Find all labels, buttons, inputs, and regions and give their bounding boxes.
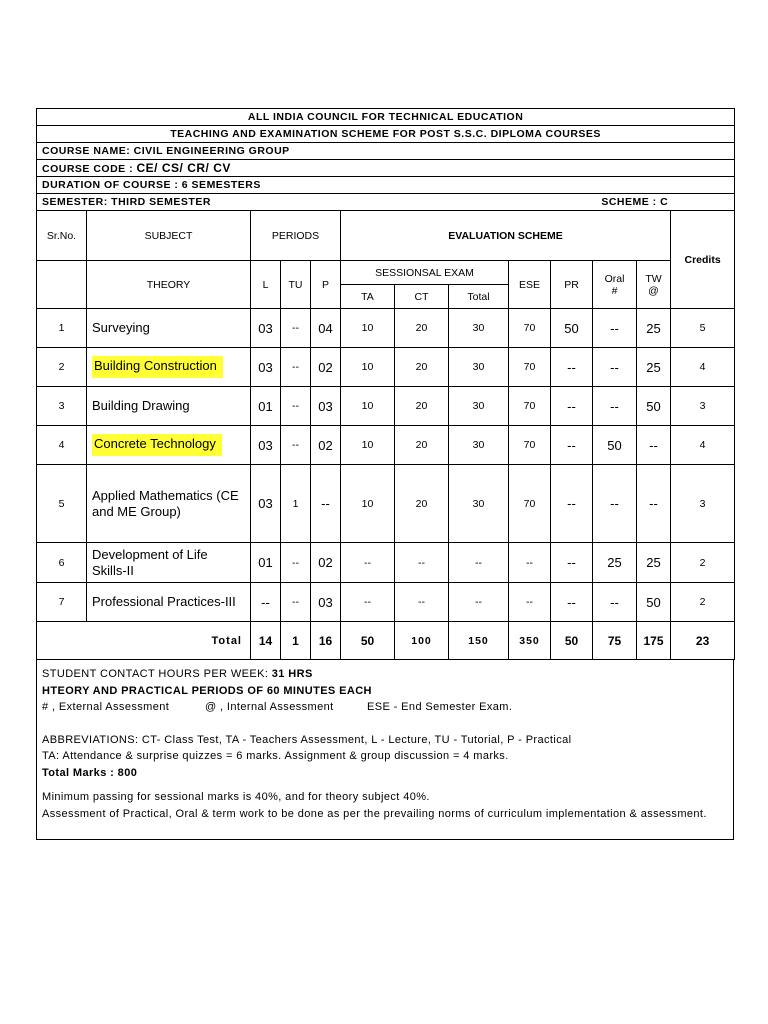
ese-cell: -- (509, 543, 551, 583)
pr-cell: -- (551, 387, 593, 426)
ta-cell: 10 (341, 426, 395, 465)
ese-cell: 70 (509, 348, 551, 387)
contact-hours (42, 666, 733, 683)
col-theory: THEORY (87, 261, 251, 309)
col-pr: PR (551, 261, 593, 309)
col-tw-mark: @ (648, 284, 659, 297)
subject-name: Concrete Technology (92, 434, 222, 456)
subject-name: Building Construction (92, 356, 223, 378)
subject-cell (87, 426, 251, 465)
sr-no-cell: 7 (37, 583, 87, 622)
table-row (37, 543, 735, 583)
table-row (37, 348, 735, 387)
ct-cell: -- (395, 543, 449, 583)
contact-hours-value: 31 HRS (271, 668, 313, 680)
oral-cell: 25 (593, 543, 637, 583)
total-tu: 1 (281, 622, 311, 660)
course-name: COURSE NAME: CIVIL ENGINEERING GROUP (37, 143, 735, 160)
practical-cell: 03 (311, 387, 341, 426)
tw-cell: 50 (637, 387, 671, 426)
subject-name: Professional Practices-III (92, 594, 236, 609)
ta-cell: 10 (341, 387, 395, 426)
ta-cell: 10 (341, 309, 395, 348)
total-total: 150 (449, 622, 509, 660)
sr-no-cell: 6 (37, 543, 87, 583)
assessment-rule: Assessment of Practical, Oral & term work to be done as per the prevailing norms of curriculum implementation & assessment. (42, 807, 707, 820)
sr-no-cell: 3 (37, 387, 87, 426)
assessment-key (42, 699, 733, 716)
total-ct: 100 (395, 622, 449, 660)
sr-no-cell: 5 (37, 465, 87, 543)
total-marks: Total Marks : 800 (42, 766, 138, 779)
sessional-total-cell: 30 (449, 426, 509, 465)
lecture-cell: 03 (251, 348, 281, 387)
sr-no-cell: 4 (37, 426, 87, 465)
tw-cell: 50 (637, 583, 671, 622)
tutorial-cell: -- (281, 543, 311, 583)
scheme-document (36, 108, 734, 840)
tutorial-cell: -- (281, 426, 311, 465)
tutorial-cell: -- (281, 387, 311, 426)
col-ese: ESE (509, 261, 551, 309)
sr-no-cell: 2 (37, 348, 87, 387)
notes-section (36, 660, 734, 840)
totals-row (37, 622, 735, 660)
ct-cell: 20 (395, 465, 449, 543)
ese-cell: 70 (509, 387, 551, 426)
col-periods: PERIODS (251, 211, 341, 261)
col-sessional: SESSIONSAL EXAM (341, 261, 509, 285)
ta-cell: -- (341, 543, 395, 583)
col-srno: Sr.No. (37, 211, 87, 261)
practical-cell: 03 (311, 583, 341, 622)
credits-cell: 4 (671, 348, 735, 387)
course-code-label: COURSE CODE : (42, 163, 137, 175)
total-ta: 50 (341, 622, 395, 660)
col-credits: Credits (671, 211, 735, 309)
sessional-total-cell: 30 (449, 465, 509, 543)
ta-definition: TA: Attendance & surprise quizzes = 6 marks. Assignment & group discussion = 4 marks. (42, 750, 509, 762)
oral-cell: -- (593, 387, 637, 426)
col-srno-blank (37, 261, 87, 309)
ese-cell: 70 (509, 465, 551, 543)
subject-cell (87, 583, 251, 622)
lecture-cell: 03 (251, 465, 281, 543)
oral-cell: -- (593, 348, 637, 387)
sessional-total-cell: -- (449, 583, 509, 622)
ct-cell: 20 (395, 348, 449, 387)
table-row (37, 309, 735, 348)
total-oral: 75 (593, 622, 637, 660)
ct-cell: 20 (395, 426, 449, 465)
passing-rule: Minimum passing for sessional marks is 40%, and for theory subject 40%. (42, 791, 430, 803)
totals-label: Total (37, 622, 251, 660)
subject-cell (87, 387, 251, 426)
pr-cell: -- (551, 543, 593, 583)
practical-cell: 04 (311, 309, 341, 348)
col-oral-mark: # (611, 284, 618, 297)
sessional-total-cell: 30 (449, 387, 509, 426)
scheme-title: TEACHING AND EXAMINATION SCHEME FOR POST S.S.C. DIPLOMA COURSES (37, 126, 735, 143)
ct-cell: -- (395, 583, 449, 622)
ese-cell: 70 (509, 426, 551, 465)
credits-cell: 2 (671, 583, 735, 622)
lecture-cell: 01 (251, 543, 281, 583)
tw-cell: -- (637, 426, 671, 465)
tutorial-cell: -- (281, 583, 311, 622)
col-oral (593, 261, 637, 309)
tw-cell: 25 (637, 309, 671, 348)
subject-cell (87, 465, 251, 543)
abbreviations: ABBREVIATIONS: CT- Class Test, TA - Teachers Assessment, L - Lecture, TU - Tutorial, P - Practical (42, 733, 572, 746)
practical-cell: 02 (311, 348, 341, 387)
subject-cell (87, 543, 251, 583)
sessional-total-cell: 30 (449, 348, 509, 387)
pr-cell: -- (551, 583, 593, 622)
total-l: 14 (251, 622, 281, 660)
col-subject: SUBJECT (87, 211, 251, 261)
pr-cell: 50 (551, 309, 593, 348)
practical-cell: 02 (311, 426, 341, 465)
periods-note: HTEORY AND PRACTICAL PERIODS OF 60 MINUTES EACH (42, 684, 372, 697)
col-total: Total (449, 285, 509, 309)
sessional-total-cell: 30 (449, 309, 509, 348)
ese-cell: -- (509, 583, 551, 622)
col-ct: CT (395, 285, 449, 309)
table-row (37, 426, 735, 465)
col-ta: TA (341, 285, 395, 309)
table-row (37, 583, 735, 622)
col-p: P (311, 261, 341, 309)
ese-definition: ESE - End Semester Exam. (367, 701, 513, 713)
course-duration: DURATION OF COURSE : 6 SEMESTERS (37, 177, 735, 194)
col-tu: TU (281, 261, 311, 309)
credits-cell: 2 (671, 543, 735, 583)
subject-cell (87, 309, 251, 348)
subject-name: Surveying (92, 320, 150, 335)
lecture-cell: 03 (251, 426, 281, 465)
credits-cell: 3 (671, 387, 735, 426)
tw-cell: -- (637, 465, 671, 543)
sessional-total-cell: -- (449, 543, 509, 583)
semester-row (37, 194, 735, 211)
col-tw (637, 261, 671, 309)
tutorial-cell: 1 (281, 465, 311, 543)
council-title: ALL INDIA COUNCIL FOR TECHNICAL EDUCATION (37, 109, 735, 126)
oral-cell: 50 (593, 426, 637, 465)
ta-cell: 10 (341, 465, 395, 543)
col-oral-label: Oral (604, 272, 625, 285)
oral-cell: -- (593, 465, 637, 543)
total-p: 16 (311, 622, 341, 660)
table-row (37, 387, 735, 426)
table-row (37, 465, 735, 543)
semester-label: SEMESTER: THIRD SEMESTER (42, 196, 211, 208)
tutorial-cell: -- (281, 348, 311, 387)
subject-rows (37, 309, 735, 622)
lecture-cell: 03 (251, 309, 281, 348)
ct-cell: 20 (395, 387, 449, 426)
pr-cell: -- (551, 348, 593, 387)
ese-cell: 70 (509, 309, 551, 348)
scheme-table (36, 108, 735, 660)
total-pr: 50 (551, 622, 593, 660)
course-code-value: CE/ CS/ CR/ CV (136, 161, 231, 175)
subject-name: Building Drawing (92, 398, 190, 413)
col-evaluation: EVALUATION SCHEME (341, 211, 671, 261)
practical-cell: -- (311, 465, 341, 543)
practical-cell: 02 (311, 543, 341, 583)
total-tw: 175 (637, 622, 671, 660)
sr-no-cell: 1 (37, 309, 87, 348)
ta-cell: 10 (341, 348, 395, 387)
oral-cell: -- (593, 583, 637, 622)
contact-hours-label: STUDENT CONTACT HOURS PER WEEK: (42, 668, 272, 680)
subject-name: Applied Mathematics (CE and ME Group) (92, 487, 239, 519)
lecture-cell: 01 (251, 387, 281, 426)
subject-name: Development of Life Skills-II (92, 546, 208, 578)
subject-cell (87, 348, 251, 387)
ct-cell: 20 (395, 309, 449, 348)
tutorial-cell: -- (281, 309, 311, 348)
total-ese: 350 (509, 622, 551, 660)
external-assessment: # , External Assessment (42, 701, 170, 713)
lecture-cell: -- (251, 583, 281, 622)
col-tw-label: TW (645, 272, 662, 285)
tw-cell: 25 (637, 543, 671, 583)
total-credits: 23 (671, 622, 735, 660)
credits-cell: 4 (671, 426, 735, 465)
pr-cell: -- (551, 426, 593, 465)
col-l: L (251, 261, 281, 309)
tw-cell: 25 (637, 348, 671, 387)
internal-assessment: @ , Internal Assessment (205, 701, 334, 713)
scheme-label: SCHEME : C (601, 196, 669, 208)
credits-cell: 3 (671, 465, 735, 543)
oral-cell: -- (593, 309, 637, 348)
ta-cell: -- (341, 583, 395, 622)
credits-cell: 5 (671, 309, 735, 348)
course-code (37, 160, 735, 177)
pr-cell: -- (551, 465, 593, 543)
